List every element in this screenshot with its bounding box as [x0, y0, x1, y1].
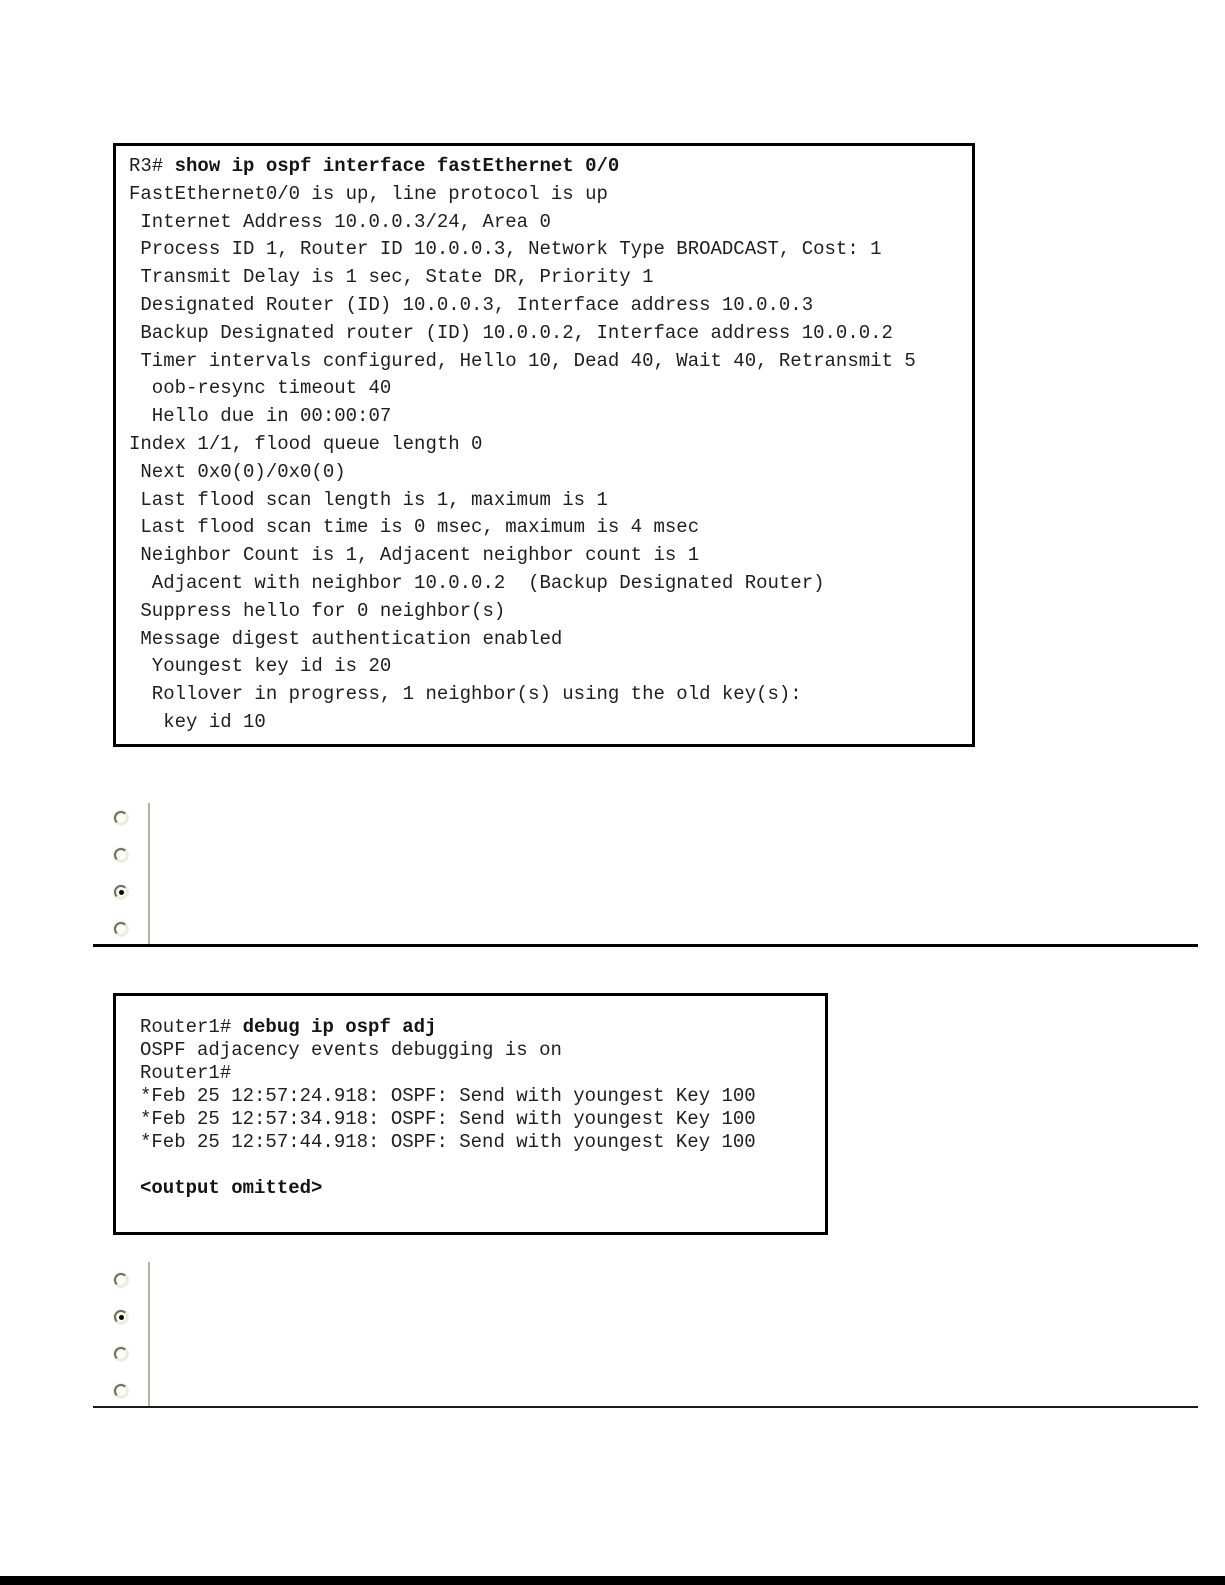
cli-line [129, 681, 966, 709]
answer-radio-3[interactable] [114, 1347, 128, 1361]
cli-text: Next 0x0(0)/0x0(0) [129, 460, 346, 483]
cli-text: Timer intervals configured, Hello 10, Dead 40, Wait 40, Retransmit 5 [129, 349, 916, 372]
cli-text: Index 1/1, flood queue length 0 [129, 432, 483, 455]
cli-text: Last flood scan length is 1, maximum is 1 [129, 488, 608, 511]
cli-text: Designated Router (ID) 10.0.0.3, Interface address 10.0.0.3 [129, 293, 814, 316]
cli-text: key id 10 [129, 710, 266, 733]
cli-line [129, 709, 966, 737]
answer-radio-4[interactable] [114, 1384, 128, 1398]
cli-line [129, 487, 966, 515]
cli-text: Rollover in progress, 1 neighbor(s) using the old key(s): [129, 683, 802, 706]
cli-command-text: <output omitted> [140, 1177, 323, 1199]
answer-separator-line-1 [148, 803, 150, 944]
cli-line [129, 264, 966, 292]
cli-text: Neighbor Count is 1, Adjacent neighbor count is 1 [129, 544, 700, 567]
cli-text: FastEthernet0/0 is up, line protocol is up [129, 182, 608, 205]
answer-radio-4[interactable] [114, 922, 128, 936]
page-bottom-bar [0, 1576, 1225, 1585]
answer-radio-1[interactable] [114, 1273, 128, 1287]
cli-text: R3# [129, 155, 175, 177]
cli-line [129, 153, 966, 181]
cli-line [140, 1108, 819, 1131]
answer-radio-2-selected[interactable] [114, 1310, 128, 1324]
cli-line [129, 236, 966, 264]
cli-line [140, 1039, 819, 1062]
cli-text: OSPF adjacency events debugging is on [140, 1039, 562, 1061]
cli-command-text: debug ip ospf adj [242, 1016, 437, 1038]
cli-output-box-router1 [113, 993, 828, 1235]
cli-line [129, 626, 966, 654]
cli-text: Youngest key id is 20 [129, 655, 392, 678]
cli-text: Hello due in 00:00:07 [129, 405, 392, 428]
cli-text: Backup Designated router (ID) 10.0.0.2, Interface address 10.0.0.2 [129, 321, 893, 344]
cli-line [129, 320, 966, 348]
question-divider-2 [93, 1406, 1198, 1408]
cli-line [129, 348, 966, 376]
cli-text: Internet Address 10.0.0.3/24, Area 0 [129, 210, 551, 233]
cli-line [129, 653, 966, 681]
cli-line [140, 1154, 819, 1177]
cli-text: Adjacent with neighbor 10.0.0.2 (Backup Designated Router) [129, 571, 825, 594]
cli-line [129, 598, 966, 626]
cli-text: oob-resync timeout 40 [129, 377, 392, 400]
cli-command-text: show ip ospf interface fastEthernet 0/0 [174, 155, 620, 177]
answer-radio-1[interactable] [114, 811, 128, 825]
cli-line [129, 375, 966, 403]
cli-text: Suppress hello for 0 neighbor(s) [129, 599, 506, 622]
cli-text: Router1# [140, 1016, 243, 1038]
question1-answer-options [114, 811, 128, 936]
answer-separator-line-2 [148, 1262, 150, 1407]
cli-text: Message digest authentication enabled [129, 627, 563, 650]
cli-text: *Feb 25 12:57:34.918: OSPF: Send with youngest Key 100 [140, 1108, 756, 1130]
cli-line [129, 403, 966, 431]
cli-line [129, 181, 966, 209]
cli-text: Process ID 1, Router ID 10.0.0.3, Network Type BROADCAST, Cost: 1 [129, 238, 882, 261]
cli-line [129, 514, 966, 542]
cli-line [140, 1131, 819, 1154]
answer-radio-2[interactable] [114, 848, 128, 862]
cli-line [140, 1085, 819, 1108]
cli-text [140, 1154, 151, 1176]
cli-output-box-r3 [113, 143, 975, 747]
cli-text: Transmit Delay is 1 sec, State DR, Priority 1 [129, 266, 654, 289]
cli-line [129, 431, 966, 459]
cli-text: *Feb 25 12:57:24.918: OSPF: Send with youngest Key 100 [140, 1085, 756, 1107]
question2-answer-options [114, 1273, 128, 1398]
cli-line [140, 1062, 819, 1085]
cli-text: Last flood scan time is 0 msec, maximum is 4 msec [129, 516, 700, 539]
cli-text: Router1# [140, 1062, 232, 1084]
cli-line [129, 209, 966, 237]
cli-line [129, 542, 966, 570]
cli-text: *Feb 25 12:57:44.918: OSPF: Send with youngest Key 100 [140, 1131, 756, 1153]
cli-line [129, 570, 966, 598]
question-divider-1 [93, 944, 1198, 947]
cli-line [129, 292, 966, 320]
cli-line [129, 459, 966, 487]
answer-radio-3-selected[interactable] [114, 885, 128, 899]
cli-line [140, 1016, 819, 1039]
cli-line [140, 1177, 819, 1200]
